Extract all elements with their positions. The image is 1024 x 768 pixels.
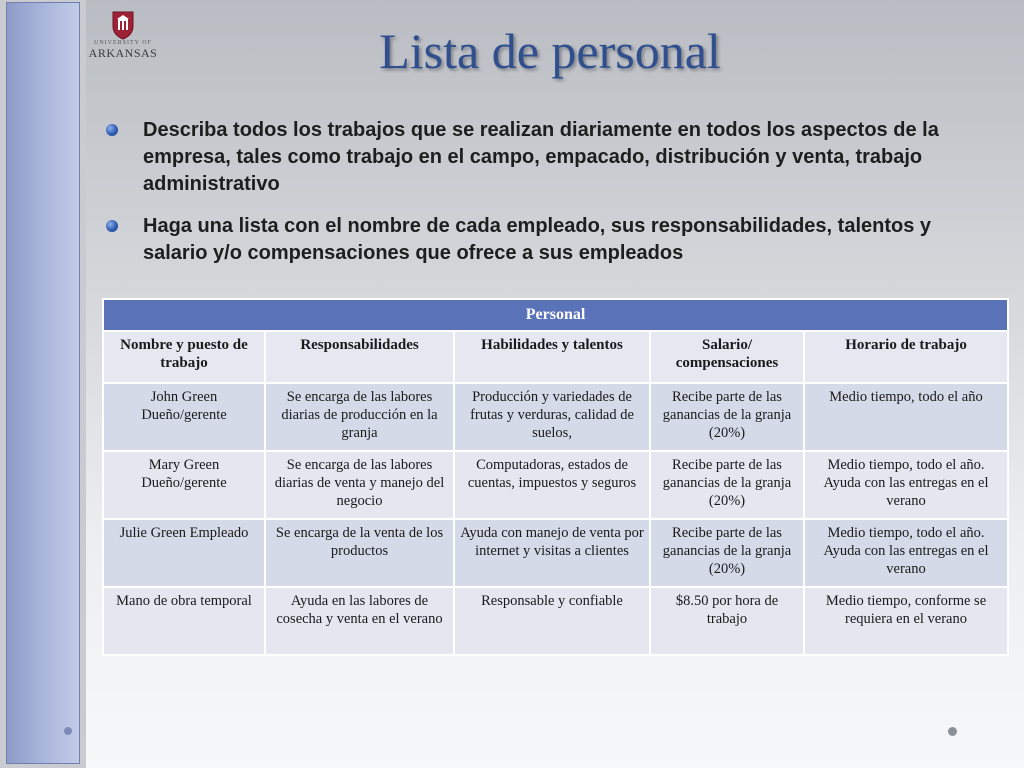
- column-header: Nombre y puesto de trabajo: [103, 331, 265, 383]
- table-row: [103, 383, 1008, 451]
- table-cell: Se encarga de las labores diarias de producción en la granja: [265, 383, 454, 451]
- left-decorative-bar: [0, 0, 86, 768]
- table-cell: Mary Green Dueño/gerente: [103, 451, 265, 519]
- table-cell: $8.50 por hora de trabajo: [650, 587, 804, 655]
- page-title: Lista de personal: [379, 23, 721, 79]
- column-header: Responsabilidades: [265, 331, 454, 383]
- decorative-dot-right: [948, 727, 957, 736]
- decorative-dot-left: [64, 727, 72, 735]
- table-cell: Responsable y confiable: [454, 587, 650, 655]
- university-seal-icon: [110, 10, 136, 40]
- logo-name-text: ARKANSAS: [88, 46, 158, 60]
- table-header-row: [103, 331, 1008, 383]
- table-cell: Ayuda con manejo de venta por internet y visitas a clientes: [454, 519, 650, 587]
- table-cell: Recibe parte de las ganancias de la granja (20%): [650, 451, 804, 519]
- table-cell: Ayuda en las labores de cosecha y venta en el verano: [265, 587, 454, 655]
- university-logo: [88, 10, 158, 68]
- bullet-item: [100, 213, 980, 267]
- table-cell: Medio tiempo, todo el año. Ayuda con las entregas en el verano: [804, 451, 1008, 519]
- table-cell: Se encarga de la venta de los productos: [265, 519, 454, 587]
- table-cell: John Green Dueño/gerente: [103, 383, 265, 451]
- table-cell: Se encarga de las labores diarias de venta y manejo del negocio: [265, 451, 454, 519]
- personnel-table: [102, 298, 1009, 656]
- table-title-row: [103, 299, 1008, 331]
- bullet-list: [100, 117, 980, 282]
- table-title: Personal: [103, 299, 1008, 331]
- column-header: Salario/ compensaciones: [650, 331, 804, 383]
- bullet-icon: [106, 220, 118, 232]
- table-cell: Producción y variedades de frutas y verduras, calidad de suelos,: [454, 383, 650, 451]
- column-header: Horario de trabajo: [804, 331, 1008, 383]
- table-cell: Medio tiempo, conforme se requiera en el verano: [804, 587, 1008, 655]
- bullet-text: Haga una lista con el nombre de cada empleado, sus responsabilidades, talentos y salario y/o compensaciones que ofrece a sus empleados: [143, 215, 932, 264]
- bullet-item: [100, 117, 980, 198]
- table-cell: Mano de obra temporal: [103, 587, 265, 655]
- table-cell: Julie Green Empleado: [103, 519, 265, 587]
- logo-top-text: UNIVERSITY OF: [94, 40, 152, 46]
- table-row: [103, 451, 1008, 519]
- table-cell: Computadoras, estados de cuentas, impuestos y seguros: [454, 451, 650, 519]
- table-cell: Recibe parte de las ganancias de la granja (20%): [650, 519, 804, 587]
- bullet-icon: [106, 124, 118, 136]
- table-cell: Recibe parte de las ganancias de la granja (20%): [650, 383, 804, 451]
- column-header: Habilidades y talentos: [454, 331, 650, 383]
- table-cell: Medio tiempo, todo el año. Ayuda con las entregas en el verano: [804, 519, 1008, 587]
- table-row: [103, 587, 1008, 655]
- bullet-text: Describa todos los trabajos que se realizan diariamente en todos los aspectos de la empresa, tales como trabajo en el campo, empacado, distribución y venta, trabajo administrativo: [143, 119, 939, 195]
- left-bar-panel: [6, 2, 80, 764]
- table-row: [103, 519, 1008, 587]
- table-cell: Medio tiempo, todo el año: [804, 383, 1008, 451]
